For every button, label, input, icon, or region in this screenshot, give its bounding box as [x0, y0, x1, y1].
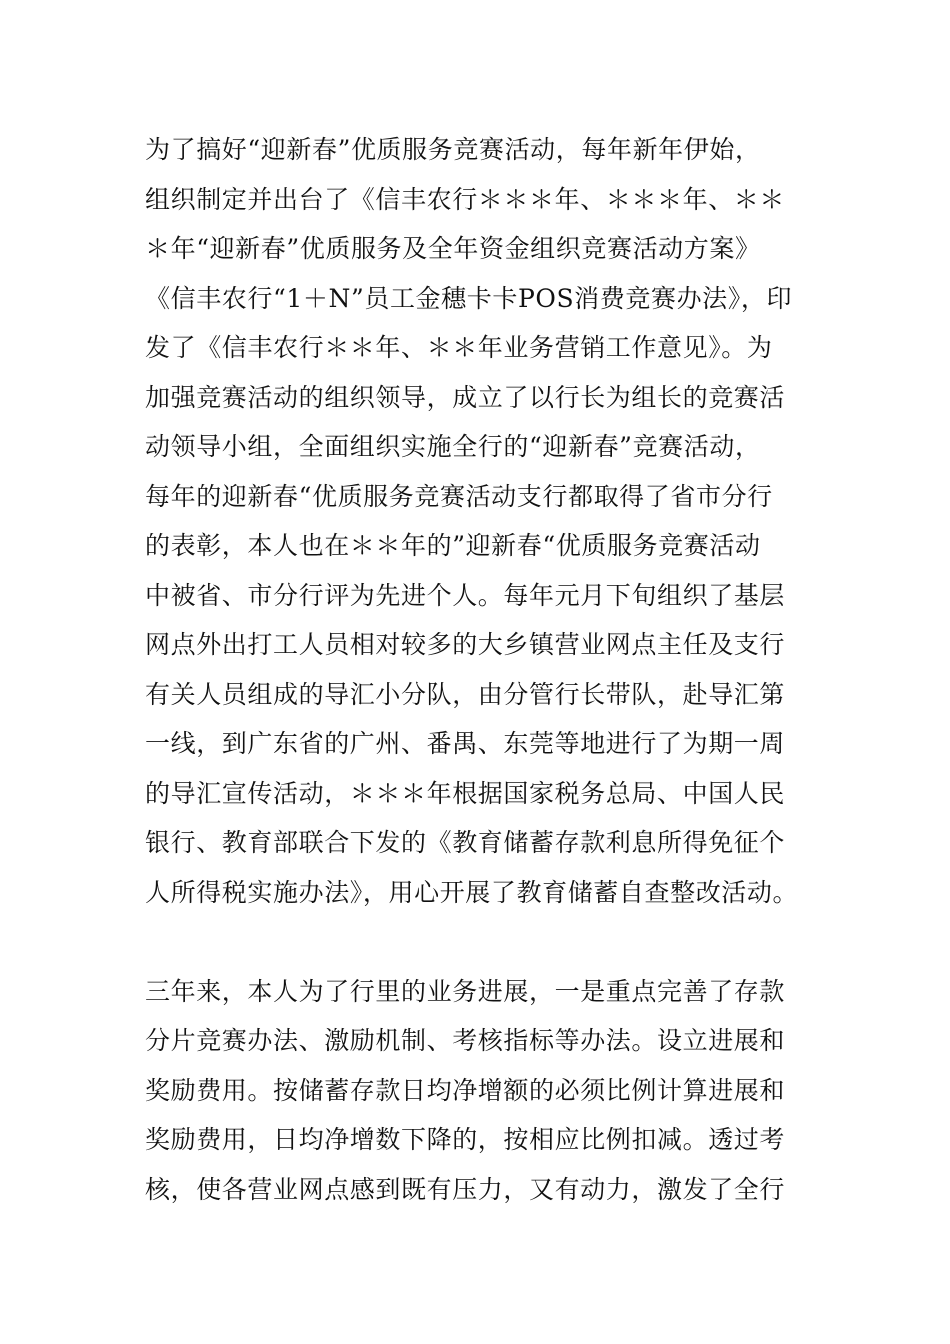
paragraph-line: 有关人员组成的导汇小分队，由分管行长带队，赴导汇第	[145, 680, 786, 709]
paragraph-line: 发了《信丰农行＊＊年、＊＊年业务营销工作意见》。为	[145, 333, 773, 362]
paragraph-line: 银行、教育部联合下发的《教育储蓄存款利息所得免征个	[145, 828, 786, 857]
paragraph-line: 人所得税实施办法》，用心开展了教育储蓄自查整改活动。	[145, 878, 799, 907]
paragraph-line: 《信丰农行“1＋N”员工金穗卡卡POS消费竞赛办法》，印	[145, 284, 793, 313]
paragraph-line: 分片竞赛办法、激励机制、考核指标等办法。设立进展和	[145, 1026, 786, 1055]
paragraph-line: 为了搞好“迎新春”优质服务竞赛活动，每年新年伊始，	[145, 135, 761, 164]
paragraph-line: 加强竞赛活动的组织领导，成立了以行长为组长的竞赛活	[145, 383, 786, 412]
paragraph-line: 核，使各营业网点感到既有压力，又有动力，激发了全行	[145, 1175, 786, 1204]
paragraph-line: ＊年“迎新春”优质服务及全年资金组织竞赛活动方案》	[145, 234, 761, 263]
paragraph-line: 三年来，本人为了行里的业务进展，一是重点完善了存款	[145, 977, 786, 1006]
paragraph-line: 组织制定并出台了《信丰农行＊＊＊年、＊＊＊年、＊＊	[145, 185, 786, 214]
paragraph-line: 的表彰，本人也在＊＊年的”迎新春“优质服务竞赛活动	[145, 531, 761, 560]
paragraph-line: 奖励费用。按储蓄存款日均净增额的必须比例计算进展和	[145, 1076, 786, 1105]
paragraph-line: 的导汇宣传活动，＊＊＊年根据国家税务总局、中国人民	[145, 779, 786, 808]
paragraph-line: 动领导小组，全面组织实施全行的“迎新春”竞赛活动，	[145, 432, 761, 461]
paragraph-line: 中被省、市分行评为先进个人。每年元月下旬组织了基层	[145, 581, 786, 610]
paragraph-line: 每年的迎新春“优质服务竞赛活动支行都取得了省市分行	[145, 482, 773, 511]
paragraph-line: 网点外出打工人员相对较多的大乡镇营业网点主任及支行	[145, 630, 786, 659]
paragraph-line: 奖励费用，日均净增数下降的，按相应比例扣减。透过考	[145, 1125, 786, 1154]
paragraph-line: 一线，到广东省的广州、番禺、东莞等地进行了为期一周	[145, 729, 786, 758]
